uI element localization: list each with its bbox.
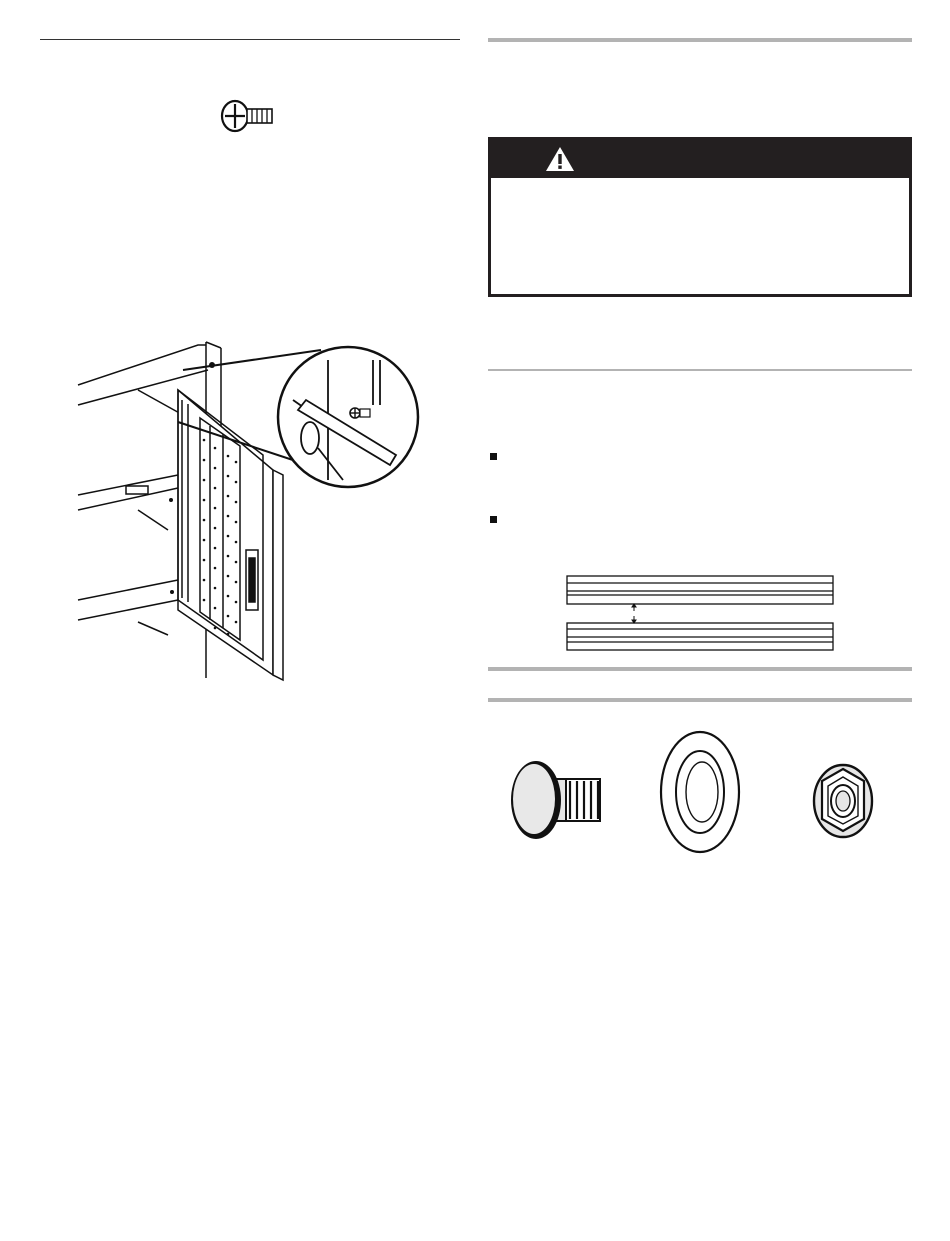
right-section-rule-top	[488, 38, 912, 42]
washer-icon	[658, 729, 742, 855]
two-panel-gap-diagram	[566, 575, 836, 653]
warning-triangle-icon	[545, 146, 575, 172]
carriage-bolt-icon	[508, 757, 608, 843]
right-section-rule-lower	[488, 667, 912, 671]
phillips-screw-icon	[218, 96, 278, 136]
square-bullet-icon	[490, 453, 497, 460]
square-bullet-icon	[490, 516, 497, 523]
right-section-rule-middle	[488, 369, 912, 371]
left-section-rule	[40, 39, 460, 40]
warning-box	[488, 137, 912, 297]
flange-nut-icon	[812, 761, 874, 839]
warning-header	[491, 140, 909, 178]
cabinet-door-illustration	[78, 330, 423, 682]
hardware-section-rule	[488, 698, 912, 702]
